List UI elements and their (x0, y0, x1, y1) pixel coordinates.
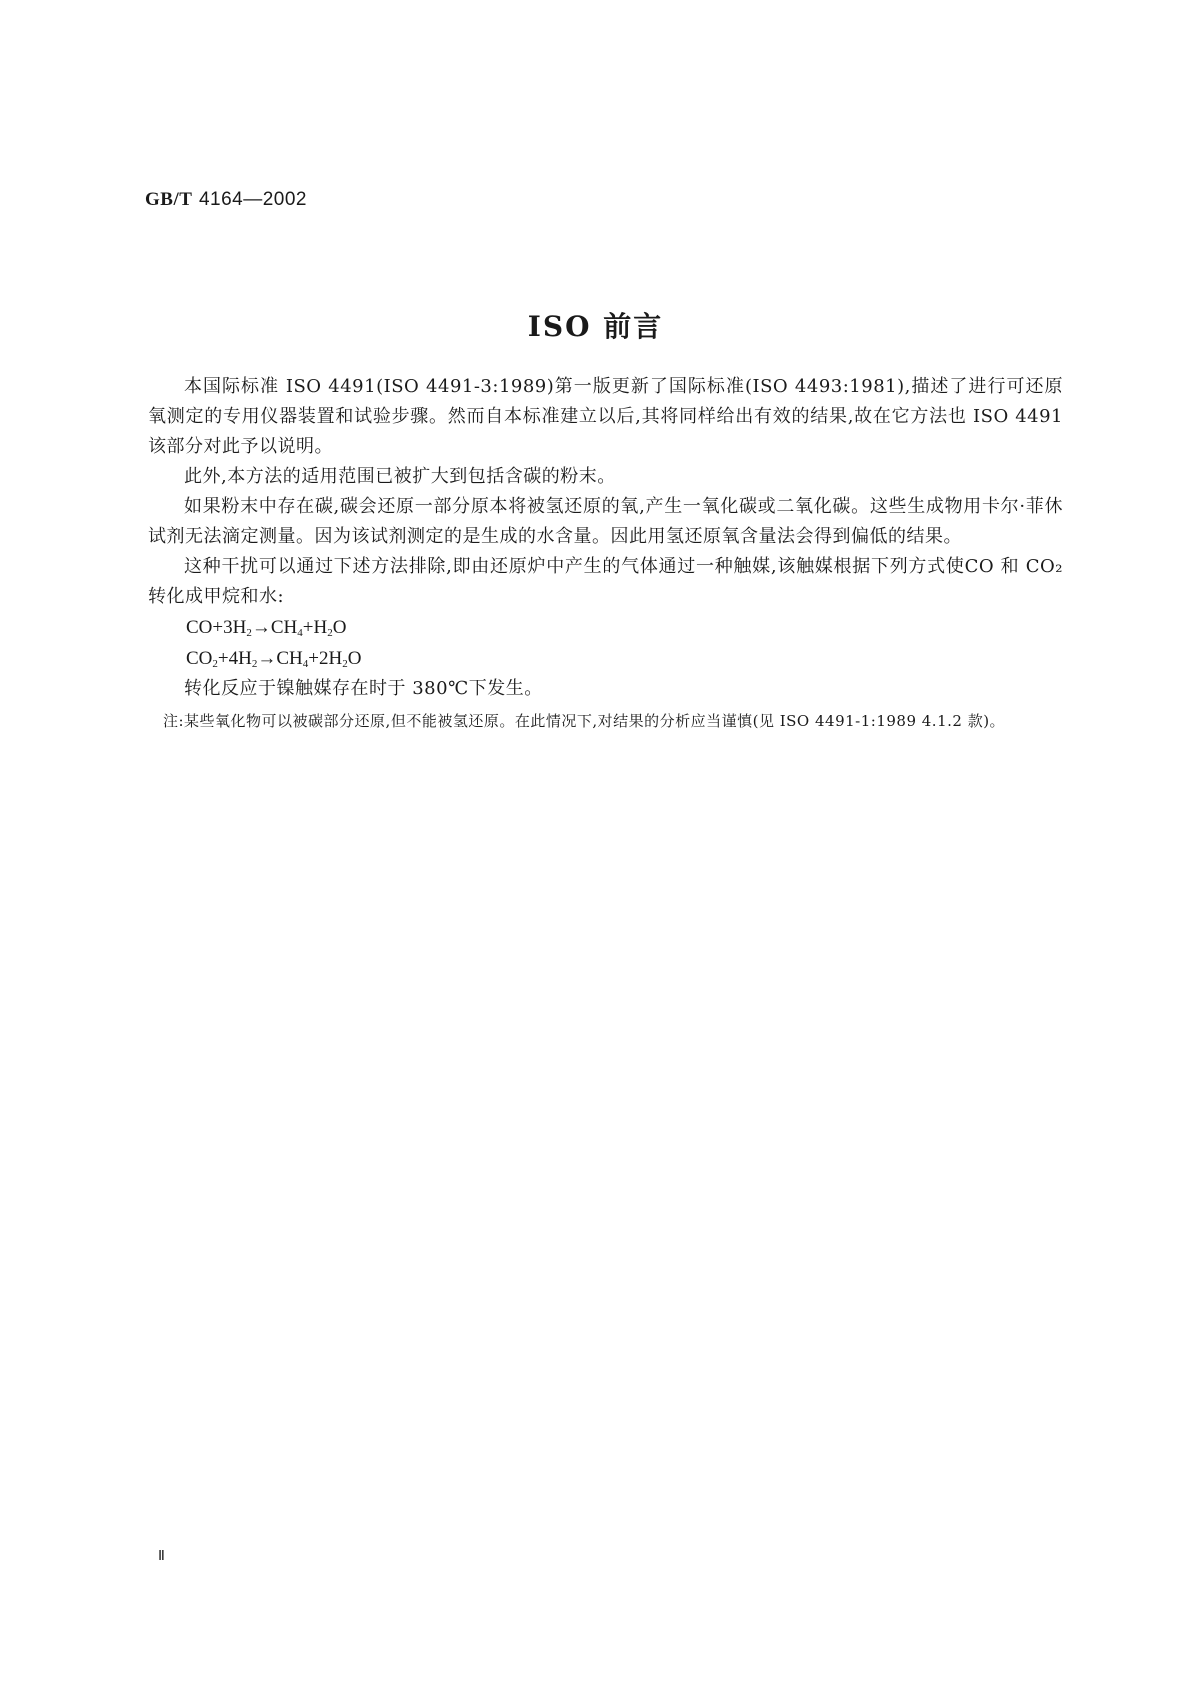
paragraph-conclusion: 转化反应于镍触媒存在时于 380℃下发生。 (184, 678, 543, 699)
paragraph-carbon: 如果粉末中存在碳,碳会还原一部分原本将被氢还原的氧,产生一氧化碳或二氧化碳。这些生成物用卡尔·菲休试剂无法滴定测量。因为该试剂测定的是生成的水含量。因此用氢还原氧含量法会得到偏低的结果。 (148, 496, 1063, 547)
formula-co-product-o: O (332, 617, 347, 638)
formula-co2-sub-h2o: 2 (342, 658, 348, 670)
page-number: Ⅱ (158, 1549, 164, 1564)
standard-prefix: GB/T (145, 189, 193, 210)
formula-co2 (148, 643, 1063, 674)
formula-co2-sub-co2: 2 (212, 658, 218, 670)
reaction-arrow: → (251, 617, 271, 638)
formula-co2-sub-ch4: 4 (302, 658, 309, 670)
formula-co2-reactant: CO (186, 648, 213, 669)
formula-co-sub-h2: 2 (246, 627, 252, 639)
formula-co-sub-ch4: 4 (297, 627, 303, 639)
paragraph-method: 这种干扰可以通过下述方法排除,即由还原炉中产生的气体通过一种触媒,该触媒根据下列方式使CO 和 CO₂ 转化成甲烷和水: (148, 556, 1063, 607)
note: 注:某些氧化物可以被碳部分还原,但不能被氢还原。在此情况下,对结果的分析应当谨慎(见 ISO 4491-1:1989 4.1.2 款)。 (163, 712, 1006, 730)
paragraph-intro: 本国际标准 ISO 4491(ISO 4491-3:1989)第一版更新了国际标准(ISO 4493:1981),描述了进行可还原氧测定的专用仪器装置和试验步骤。然而自本标准建立以后,其将同样给出有效的结果,故在它方法也 ISO 4491 该部分对此予以说明。 (148, 376, 1063, 457)
standard-code (145, 188, 307, 211)
main-content (148, 372, 1063, 735)
formula-co2-reactant-h: +4H (217, 648, 252, 669)
standard-number: 4164—2002 (198, 189, 307, 210)
page-title: ISO 前言 (527, 310, 664, 343)
formula-co2-product-ch: CH (276, 648, 303, 669)
formula-co2-product-o: O (347, 648, 362, 669)
reaction-arrow: → (257, 648, 277, 669)
formula-co-sub-h2o: 2 (327, 627, 333, 639)
formula-co-product-h: +H (302, 617, 328, 638)
formula-co-product-ch: CH (270, 617, 298, 638)
formula-co (148, 612, 1063, 643)
formula-co-reactant: CO+3H (186, 617, 247, 638)
formula-co2-sub-h2: 2 (251, 658, 258, 670)
formula-co2-product-h: +2H (308, 648, 343, 669)
paragraph-scope: 此外,本方法的适用范围已被扩大到包括含碳的粉末。 (184, 466, 616, 487)
